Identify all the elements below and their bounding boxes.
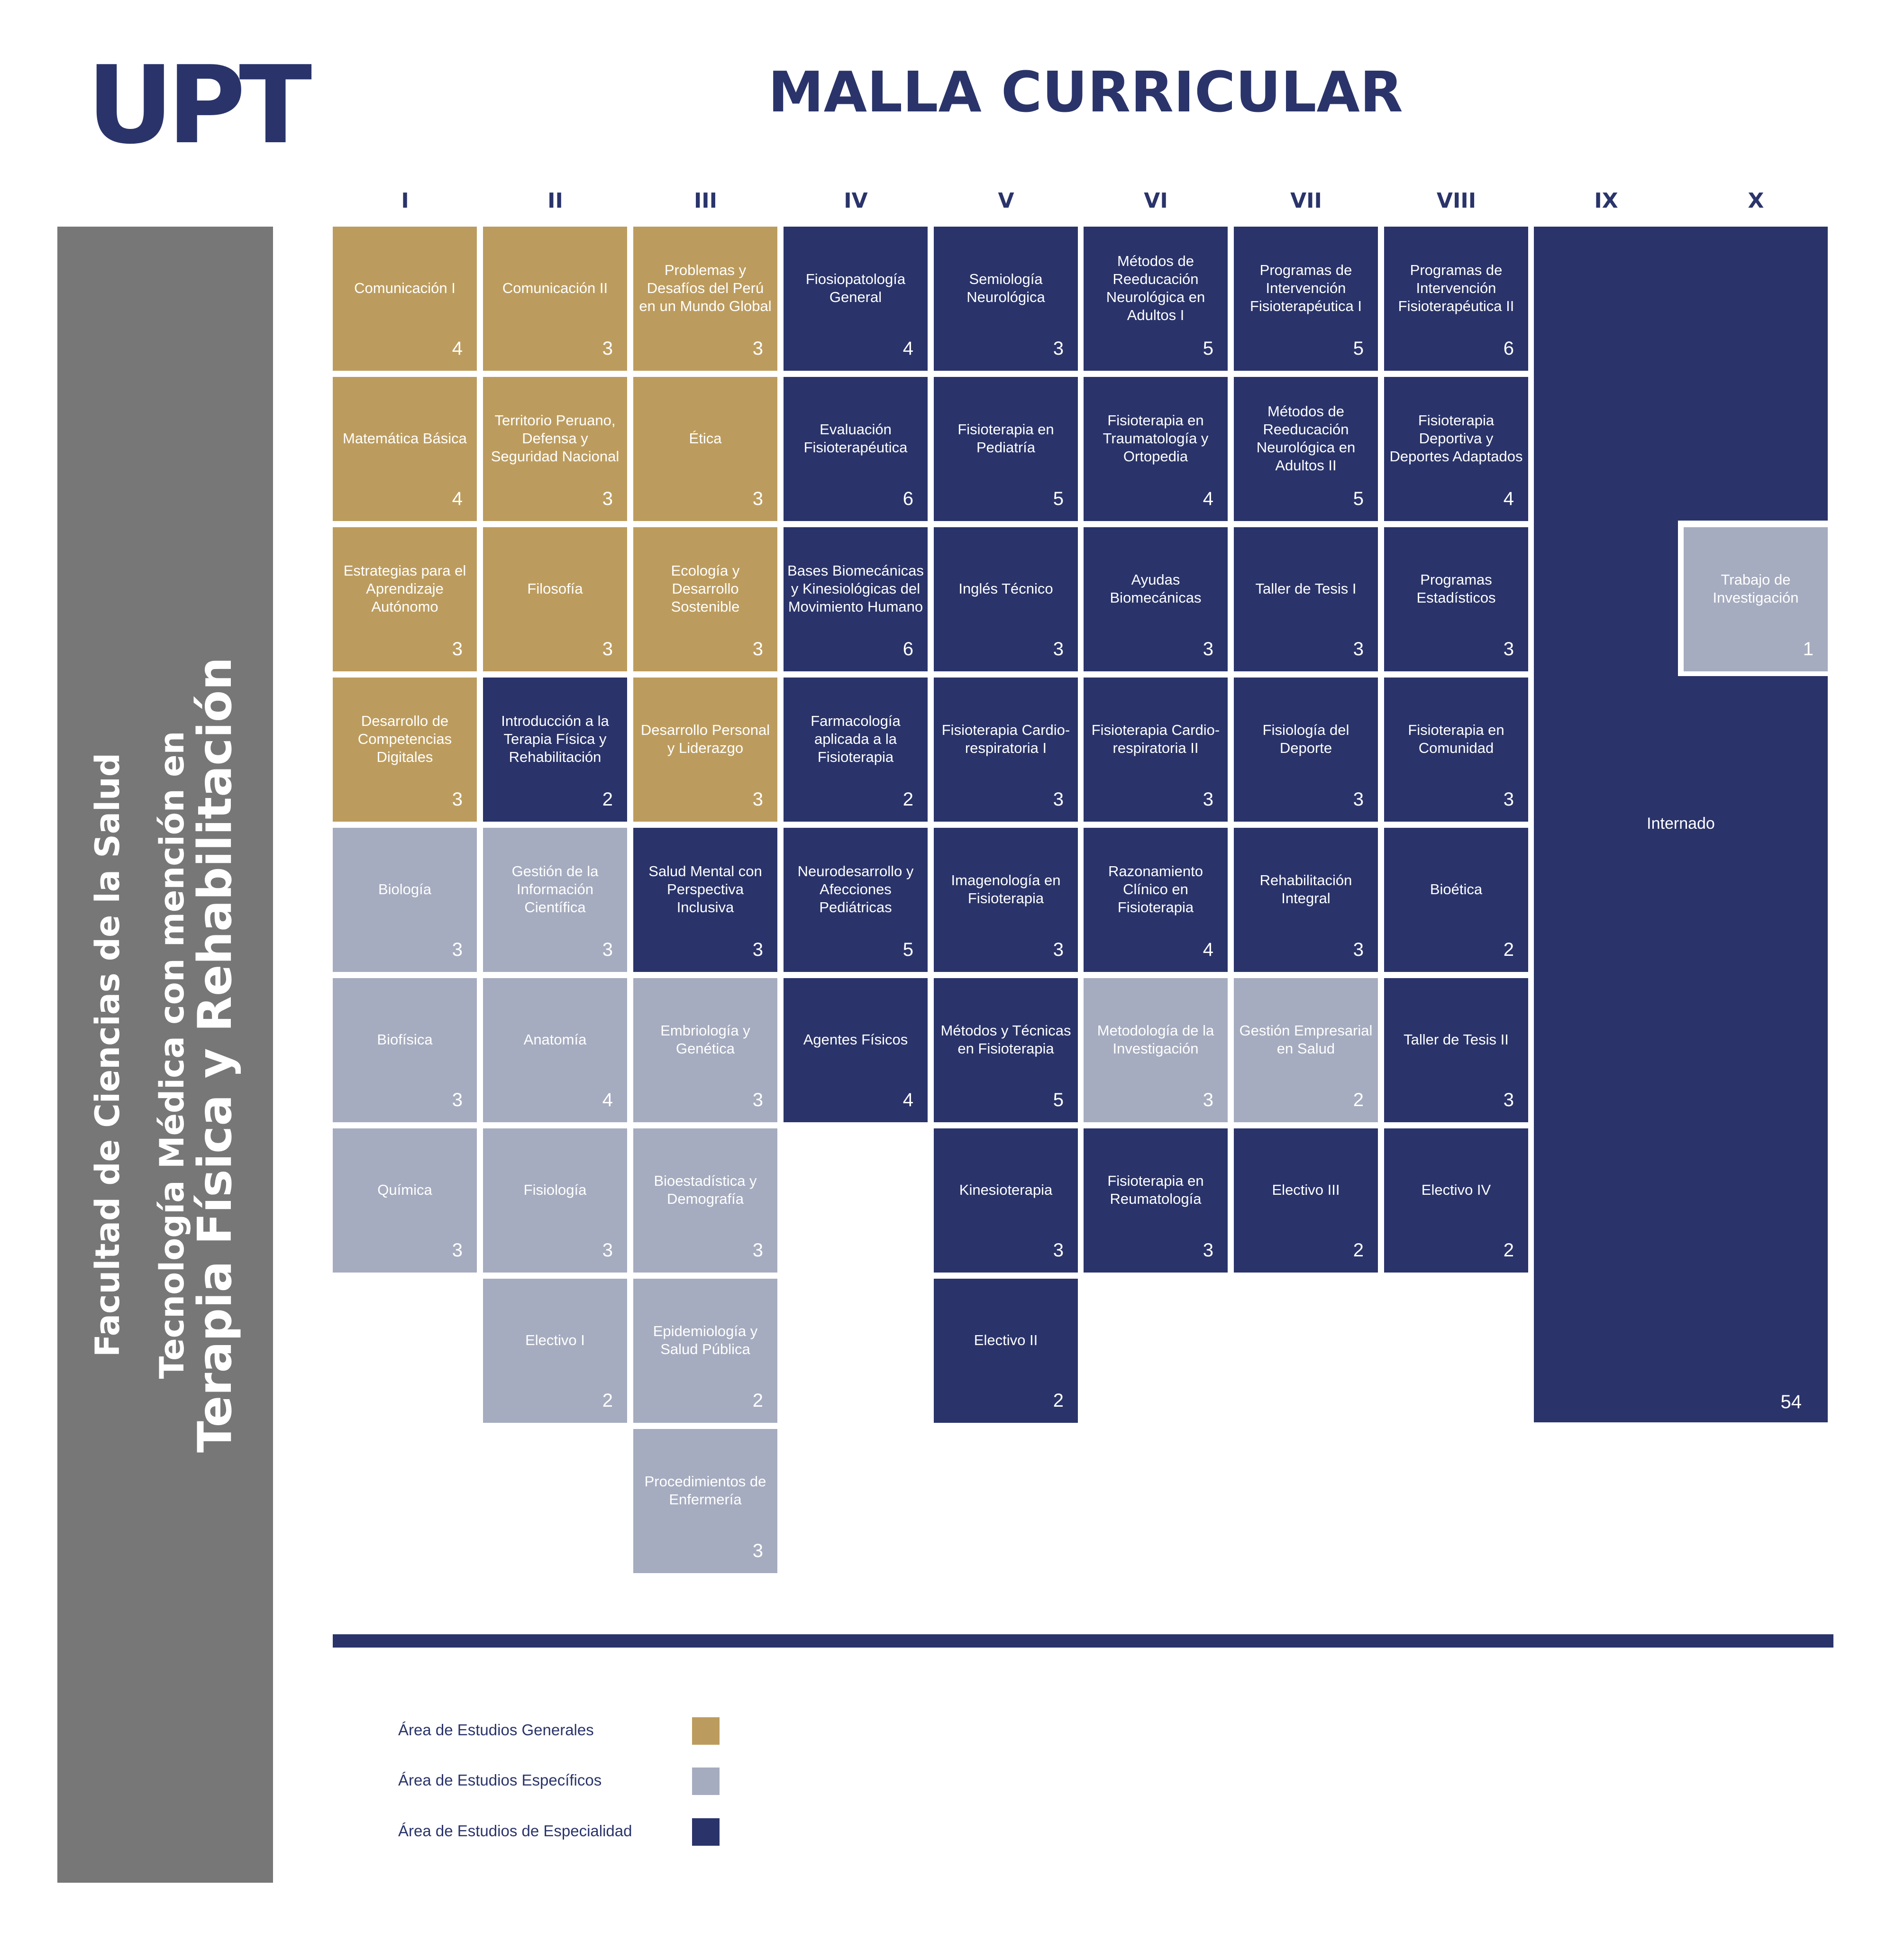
course-cell xyxy=(633,978,777,1122)
course-cell xyxy=(633,1128,777,1273)
course-credits: 3 xyxy=(602,488,613,509)
course-name: Matemática Básica xyxy=(343,430,467,447)
course-cell xyxy=(483,828,627,972)
course-cell xyxy=(633,377,777,521)
course-cell xyxy=(1234,828,1378,972)
course-credits: 3 xyxy=(602,1240,613,1261)
course-credits: 3 xyxy=(452,1240,463,1261)
course-cell xyxy=(633,227,777,371)
course-name: Taller de Tesis II xyxy=(1404,1031,1509,1048)
course-credits: 3 xyxy=(1503,789,1514,810)
course-name: Inglés Técnico xyxy=(958,580,1053,597)
semester-header-v: V xyxy=(998,189,1014,213)
course-credits: 2 xyxy=(1503,1240,1514,1261)
course-cell xyxy=(784,828,928,972)
course-name: Fisiología xyxy=(523,1181,587,1199)
course-cell xyxy=(1384,978,1528,1122)
course-credits: 3 xyxy=(1503,639,1514,659)
legend-item xyxy=(398,1768,730,1796)
course-cell xyxy=(1084,828,1228,972)
course-credits: 2 xyxy=(1053,1390,1064,1411)
internado-credits: 54 xyxy=(1780,1392,1802,1412)
course-name: Kinesioterapia xyxy=(959,1181,1053,1199)
course-credits: 5 xyxy=(902,939,913,960)
course-name: Métodos de Reeducación Neurológica en Adultos I xyxy=(1106,253,1205,323)
course-credits: 3 xyxy=(452,639,463,659)
semester-header-vii: VII xyxy=(1290,189,1322,213)
legend-item xyxy=(398,1717,730,1746)
course-name: Fisioterapia en Reumatología xyxy=(1107,1172,1204,1207)
course-name: Fisioterapia Deportiva y Deportes Adaptados xyxy=(1389,412,1523,465)
course-credits: 4 xyxy=(1503,488,1514,509)
course-credits: 2 xyxy=(1353,1090,1364,1110)
course-credits: 4 xyxy=(452,338,463,359)
course-name: Métodos y Técnicas en Fisioterapia xyxy=(940,1022,1071,1057)
course-credits: 4 xyxy=(902,338,913,359)
course-cell xyxy=(1084,978,1228,1122)
course-name: Programas Estadísticos xyxy=(1416,571,1496,606)
semester-header-ii: II xyxy=(547,189,563,213)
course-credits: 3 xyxy=(602,639,613,659)
course-credits: 3 xyxy=(752,1540,763,1561)
legend-label: Área de Estudios Específicos xyxy=(398,1771,602,1789)
course-cell xyxy=(1084,1128,1228,1273)
course-cell xyxy=(483,377,627,521)
course-name: Fisioterapia en Traumatología y Ortopedia xyxy=(1103,412,1209,465)
course-name: Ética xyxy=(689,430,722,447)
course-credits: 3 xyxy=(752,639,763,659)
course-name: Rehabilitación Integral xyxy=(1259,872,1352,907)
course-cell xyxy=(333,678,477,822)
internado-name: Internado xyxy=(1647,815,1715,833)
course-credits: 5 xyxy=(1353,488,1364,509)
course-credits: 3 xyxy=(1353,639,1364,659)
course-credits: 1 xyxy=(1803,639,1814,659)
course-name: Fisioterapia Cardio-respiratoria II xyxy=(1091,722,1220,756)
course-name: Bases Biomecánicas y Kinesiológicas del Movimiento Humano xyxy=(787,562,924,615)
course-name: Estrategias para el Aprendizaje Autónomo xyxy=(343,562,466,615)
course-name: Procedimientos de Enfermería xyxy=(644,1473,766,1508)
course-credits: 6 xyxy=(902,488,913,509)
course-name: Fisioterapia en Comunidad xyxy=(1408,722,1504,756)
course-cell xyxy=(333,978,477,1122)
course-credits: 3 xyxy=(1053,789,1064,810)
course-cell xyxy=(784,527,928,671)
course-cell xyxy=(483,1128,627,1273)
legend-swatch xyxy=(692,1818,720,1846)
course-name: Gestión Empresarial en Salud xyxy=(1239,1022,1373,1057)
course-name: Evaluación Fisioterapéutica xyxy=(803,421,908,456)
course-credits: 3 xyxy=(752,488,763,509)
semester-header-ix: IX xyxy=(1594,189,1618,213)
course-credits: 3 xyxy=(1203,1240,1213,1261)
course-name: Introducción a la Terapia Física y Rehabilitación xyxy=(501,713,609,765)
course-cell xyxy=(333,227,477,371)
course-cell xyxy=(934,377,1078,521)
course-name: Problemas y Desafíos del Perú en un Mundo Global xyxy=(639,262,772,314)
course-name: Fisiología del Deporte xyxy=(1262,722,1349,756)
course-credits: 3 xyxy=(602,338,613,359)
course-cell xyxy=(633,828,777,972)
course-name: Métodos de Reeducación Neurológica en Adultos II xyxy=(1256,403,1356,474)
course-credits: 3 xyxy=(452,939,463,960)
course-cell xyxy=(1384,227,1528,371)
course-cell xyxy=(1384,1128,1528,1273)
bottom-divider xyxy=(333,1634,1833,1648)
course-cell xyxy=(333,527,477,671)
course-credits: 5 xyxy=(1053,1090,1064,1110)
course-cell xyxy=(784,678,928,822)
course-credits: 6 xyxy=(902,639,913,659)
course-name: Electivo III xyxy=(1272,1181,1340,1199)
course-credits: 3 xyxy=(1053,639,1064,659)
course-cell xyxy=(633,678,777,822)
course-credits: 3 xyxy=(1053,1240,1064,1261)
course-credits: 6 xyxy=(1503,338,1514,359)
upt-logo: UPT xyxy=(87,43,306,168)
course-name: Salud Mental con Perspectiva Inclusiva xyxy=(648,863,762,916)
course-cell xyxy=(1084,678,1228,822)
course-cell xyxy=(1384,377,1528,521)
course-credits: 2 xyxy=(902,789,913,810)
course-cell xyxy=(934,828,1078,972)
program-sidebar xyxy=(57,227,273,1883)
semester-header-iv: IV xyxy=(844,189,868,213)
course-credits: 3 xyxy=(1503,1090,1514,1110)
course-cell xyxy=(333,828,477,972)
course-name: Semiología Neurológica xyxy=(966,271,1045,305)
course-name: Metodología de la Investigación xyxy=(1097,1022,1214,1057)
course-cell xyxy=(483,1279,627,1423)
course-credits: 2 xyxy=(1503,939,1514,960)
program-name-line1: Tecnología Médica con mención en xyxy=(152,731,191,1379)
course-cell xyxy=(934,1279,1078,1423)
course-name: Razonamiento Clínico en Fisioterapia xyxy=(1108,863,1203,916)
course-name: Ayudas Biomecánicas xyxy=(1110,571,1202,606)
course-credits: 2 xyxy=(602,789,613,810)
course-credits: 2 xyxy=(1353,1240,1364,1261)
course-name: Electivo IV xyxy=(1421,1181,1491,1199)
course-name: Epidemiología y Salud Pública xyxy=(653,1323,758,1357)
course-name: Bioestadística y Demografía xyxy=(654,1172,757,1207)
course-credits: 4 xyxy=(602,1090,613,1110)
course-cell xyxy=(934,227,1078,371)
course-credits: 3 xyxy=(452,789,463,810)
course-cell xyxy=(633,527,777,671)
course-credits: 4 xyxy=(1203,939,1213,960)
course-cell xyxy=(784,377,928,521)
course-name: Territorio Peruano, Defensa y Seguridad Nacional xyxy=(491,412,620,465)
course-credits: 2 xyxy=(602,1390,613,1411)
course-name: Biofísica xyxy=(377,1031,433,1048)
course-cell xyxy=(633,1279,777,1423)
course-cell xyxy=(1234,377,1378,521)
course-name: Ecología y Desarrollo Sostenible xyxy=(671,562,740,615)
course-credits: 2 xyxy=(752,1390,763,1411)
course-name: Bioética xyxy=(1430,881,1483,898)
legend-swatch xyxy=(692,1717,720,1745)
internado-block xyxy=(1534,227,1828,1422)
faculty-name: Facultad de Ciencias de la Salud xyxy=(88,752,127,1357)
course-cell xyxy=(483,527,627,671)
course-name: Comunicación I xyxy=(354,280,456,297)
course-cell xyxy=(633,1429,777,1573)
course-cell xyxy=(1234,1128,1378,1273)
course-credits: 3 xyxy=(1053,939,1064,960)
course-name: Fisioterapia Cardio-respiratoria I xyxy=(941,722,1070,756)
course-cell xyxy=(1084,527,1228,671)
course-credits: 4 xyxy=(902,1090,913,1110)
course-cell xyxy=(333,1128,477,1273)
course-name: Taller de Tesis I xyxy=(1255,580,1357,597)
course-name: Desarrollo Personal y Liderazgo xyxy=(640,722,770,756)
course-credits: 3 xyxy=(1203,639,1213,659)
course-cell xyxy=(934,1128,1078,1273)
course-name: Fisioterapia en Pediatría xyxy=(957,421,1054,456)
course-credits: 3 xyxy=(752,1090,763,1110)
course-name: Desarrollo de Competencias Digitales xyxy=(357,713,452,765)
semester-header-viii: VIII xyxy=(1436,189,1477,213)
page-title: MALLA CURRICULAR xyxy=(768,59,1403,125)
course-credits: 3 xyxy=(602,939,613,960)
legend-item xyxy=(398,1818,730,1847)
program-title-block xyxy=(66,249,265,1861)
course-name: Agentes Físicos xyxy=(803,1031,908,1048)
course-credits: 3 xyxy=(752,338,763,359)
semester-header-vi: VI xyxy=(1144,189,1168,213)
course-cell xyxy=(1234,227,1378,371)
course-name: Imagenología en Fisioterapia xyxy=(951,872,1061,907)
course-cell xyxy=(483,678,627,822)
course-credits: 3 xyxy=(1203,789,1213,810)
course-credits: 3 xyxy=(752,939,763,960)
course-cell xyxy=(1234,527,1378,671)
course-cell xyxy=(483,978,627,1122)
course-credits: 5 xyxy=(1053,488,1064,509)
course-cell xyxy=(934,978,1078,1122)
course-name: Neurodesarrollo y Afecciones Pediátricas xyxy=(797,863,914,916)
course-credits: 3 xyxy=(1053,338,1064,359)
course-cell xyxy=(1234,978,1378,1122)
course-credits: 5 xyxy=(1203,338,1213,359)
semester-header-x: X xyxy=(1748,189,1764,213)
course-name: Embriología y Genética xyxy=(660,1022,750,1057)
course-name: Fiosiopatología General xyxy=(805,271,906,305)
course-cell xyxy=(934,678,1078,822)
course-name: Química xyxy=(377,1181,432,1199)
course-cell xyxy=(1684,527,1828,671)
course-cell xyxy=(1234,678,1378,822)
course-name: Electivo II xyxy=(974,1332,1038,1349)
course-credits: 3 xyxy=(452,1090,463,1110)
course-cell xyxy=(784,978,928,1122)
course-credits: 3 xyxy=(1353,789,1364,810)
course-credits: 3 xyxy=(752,1240,763,1261)
legend-label: Área de Estudios de Especialidad xyxy=(398,1822,632,1840)
legend-swatch xyxy=(692,1768,720,1795)
course-credits: 4 xyxy=(452,488,463,509)
course-credits: 3 xyxy=(752,789,763,810)
program-name-line2: Terapia Física y Rehabilitación xyxy=(188,657,242,1453)
course-credits: 4 xyxy=(1203,488,1213,509)
course-name: Filosofía xyxy=(527,580,583,597)
course-cell xyxy=(1084,227,1228,371)
legend-label: Área de Estudios Generales xyxy=(398,1721,594,1739)
course-cell xyxy=(1384,678,1528,822)
course-name: Farmacología aplicada a la Fisioterapia xyxy=(811,713,901,765)
course-name: Trabajo de Investigación xyxy=(1713,571,1799,606)
semester-header-i: I xyxy=(401,189,409,213)
course-name: Anatomía xyxy=(523,1031,587,1048)
course-credits: 3 xyxy=(1203,1090,1213,1110)
course-cell xyxy=(934,527,1078,671)
course-cell xyxy=(1384,527,1528,671)
course-credits: 5 xyxy=(1353,338,1364,359)
course-name: Comunicación II xyxy=(502,280,608,297)
course-name: Programas de Intervención Fisioterapéutica II xyxy=(1398,262,1514,314)
semester-header-iii: III xyxy=(693,189,718,213)
course-cell xyxy=(784,227,928,371)
course-name: Gestión de la Información Científica xyxy=(511,863,599,916)
course-name: Electivo I xyxy=(525,1332,585,1349)
course-cell xyxy=(1384,828,1528,972)
course-credits: 3 xyxy=(1353,939,1364,960)
course-cell xyxy=(333,377,477,521)
course-cell xyxy=(1084,377,1228,521)
course-name: Programas de Intervención Fisioterapéutica I xyxy=(1249,262,1362,314)
course-cell xyxy=(483,227,627,371)
course-name: Biología xyxy=(378,881,432,898)
